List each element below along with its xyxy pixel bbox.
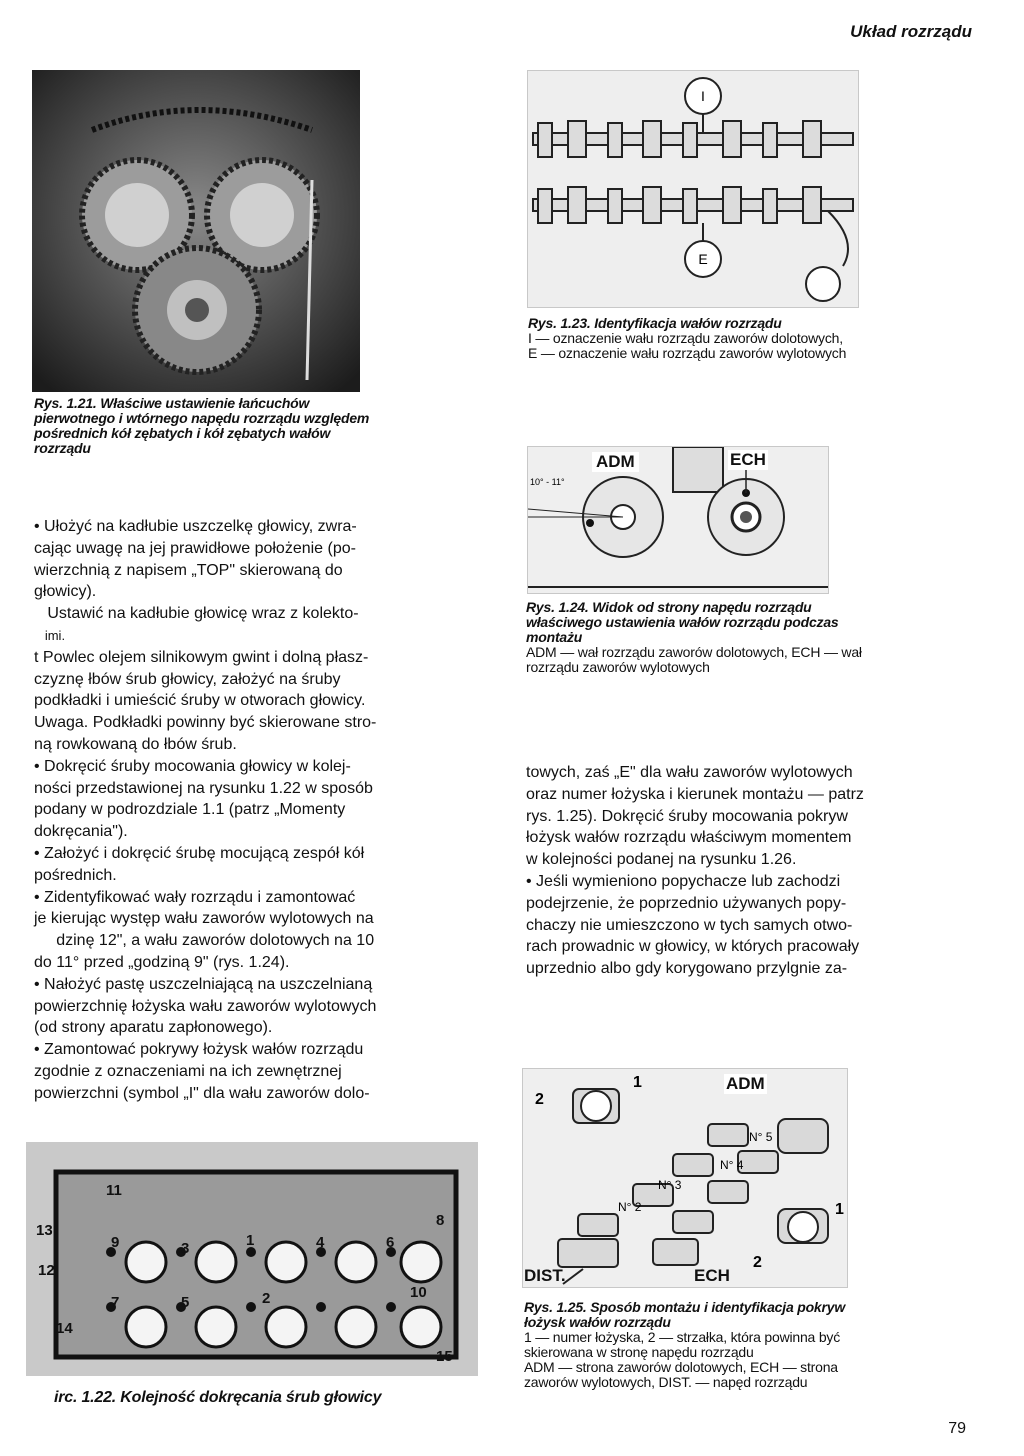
caption-line: pośrednich kół zębatych i kół zębatych wałów: [34, 425, 331, 441]
text-line: • Ułożyć na kadłubie uszczelkę głowicy, zwra-: [34, 518, 357, 535]
text-line: rys. 1.25). Dokręcić śruby mocowania pokryw: [526, 807, 848, 825]
bolt-number: 7: [111, 1294, 120, 1311]
figure-1-24-drawing: [527, 446, 829, 594]
text-line: oraz numer łożyska i kierunek montażu — patrz: [526, 785, 864, 803]
caption-line: skierowana w stronę napędu rozrządu: [524, 1344, 754, 1360]
text-line: t Powlec olejem silnikowym gwint i dolną płasz-: [34, 648, 369, 666]
bolt-number: 8: [436, 1212, 445, 1229]
figure-1-24-caption: [526, 600, 966, 675]
text-line: pośrednich.: [34, 866, 117, 884]
bolt-number: 14: [56, 1320, 73, 1337]
text-line: czyznę łbów śrub głowicy, założyć na śruby: [34, 670, 341, 688]
figure-label: E: [698, 251, 708, 267]
text-line: powierzchnię łożyska wału zaworów wylotowych: [34, 997, 377, 1015]
caption-line: ADM — strona zaworów dolotowych, ECH — strona: [524, 1359, 838, 1375]
bolt-number: 3: [181, 1240, 190, 1257]
text-line: ności przedstawionej na rysunku 1.22 w sposób: [34, 779, 373, 797]
caption-title-line: właściwego ustawienia wałów rozrządu podczas: [526, 614, 839, 630]
bolt-number: 13: [36, 1222, 53, 1239]
bolt-number: 4: [316, 1234, 325, 1251]
caption-line: rozrządu: [34, 440, 91, 456]
text-line: do 11° przed „godziną 9" (rys. 1.24).: [34, 953, 290, 971]
text-line: powierzchni (symbol „I" dla wału zaworów dolo-: [34, 1084, 370, 1102]
text-line: • Zidentyfikować wały rozrządu i zamontować: [34, 888, 356, 906]
figure-1-21-caption: [34, 396, 464, 456]
bolt-number: 15: [436, 1348, 453, 1365]
figure-1-23-caption: [528, 316, 968, 361]
bolt-number: 11: [106, 1182, 122, 1199]
caption-line: zaworów wylotowych, DIST. — napęd rozrządu: [524, 1374, 808, 1390]
text-line: chaczy nie umieszczono w tych samych otwo-: [526, 916, 853, 934]
bolt-number: 2: [262, 1290, 271, 1307]
text-line: dzinę 12", a wału zaworów dolotowych na 10: [34, 932, 375, 950]
text-line: podejrzenie, że poprzednio używanych popy-: [526, 894, 847, 912]
text-line: rach prowadnic w głowicy, w których pracowały: [526, 938, 860, 956]
figure-1-23-drawing: [527, 70, 859, 308]
label-2: 2: [535, 1091, 544, 1108]
caption-line: pierwotnego i wtórnego napędu rozrządu względem: [34, 410, 370, 426]
caption-line: 1 — numer łożyska, 2 — strzałka, która powinna być: [524, 1329, 841, 1345]
text-line: cając uwagę na jej prawidłowe położenie (po-: [34, 539, 356, 557]
bolt-number: 10: [410, 1284, 427, 1301]
text-line: głowicy).: [34, 583, 97, 601]
text-line: • Zamontować pokrywy łożysk wałów rozrządu: [34, 1041, 364, 1059]
text-line: dokręcania").: [34, 823, 128, 841]
text-line: je kierując występ wału zaworów wylotowych na: [34, 910, 374, 928]
bolt-number: 5: [181, 1294, 190, 1311]
bolt-number: 6: [386, 1234, 395, 1251]
text-line: (od strony aparatu zapłonowego).: [34, 1019, 273, 1037]
text-line: uprzednio albo gdy korygowano przylgnie za-: [526, 960, 848, 978]
ech-label-fig-1-25: ECH: [694, 1266, 730, 1285]
dist-label: DIST.: [524, 1266, 566, 1285]
text-line: • Nałożyć pastę uszczelniającą na uszczelnianą: [34, 975, 373, 993]
adm-label: ADM: [592, 452, 639, 472]
figure-1-25-caption: [524, 1300, 964, 1390]
caption-title-line: Rys. 1.24. Widok od strony napędu rozrządu: [526, 599, 812, 615]
text-line: podkładki i umieścić śruby w otworach głowicy.: [34, 692, 366, 710]
label-no2: N° 2: [618, 1200, 642, 1214]
caption-line: E — oznaczenie wału rozrządu zaworów wylotowych: [528, 345, 847, 361]
figure-1-22-drawing: [26, 1142, 478, 1376]
angle-label: 10° - 11°: [530, 477, 565, 487]
figure-label: I: [701, 88, 705, 104]
bolt-number: 12: [38, 1262, 55, 1279]
adm-label-fig-1-25: ADM: [726, 1074, 765, 1093]
caption-title: irc. 1.22. Kolejność dokręcania śrub głowicy: [54, 1389, 382, 1406]
section-title: Układ rozrządu: [850, 22, 972, 41]
page-number: 79: [948, 1420, 966, 1437]
bolt-sequence-numbers: [26, 1142, 478, 1376]
text-line: łożysk wałów rozrządu właściwym momentem: [526, 829, 852, 847]
caption-line: ADM — wał rozrządu zaworów dolotowych, ECH — wał: [526, 644, 862, 660]
label-no4: N° 4: [720, 1158, 744, 1172]
caption-title-line: montażu: [526, 629, 583, 645]
text-line: • Jeśli wymieniono popychacze lub zachodzi: [526, 872, 841, 890]
text-line: zgodnie z oznaczeniami na ich zewnętrznej: [34, 1062, 342, 1080]
caption-line: rozrządu zaworów wylotowych: [526, 659, 710, 675]
figure-1-21-photo: [32, 70, 360, 392]
left-column-text: [34, 516, 478, 1105]
label-no5: N° 5: [749, 1130, 773, 1144]
label-2-right: 2: [753, 1254, 762, 1271]
figure-1-25-drawing: [522, 1068, 848, 1288]
label-1-right: 1: [835, 1201, 844, 1218]
label-1: 1: [633, 1074, 642, 1091]
caption-line: I — oznaczenie wału rozrządu zaworów dolotowych,: [528, 330, 843, 346]
caption-line: Rys. 1.21. Właściwe ustawienie łańcuchów: [34, 395, 310, 411]
bolt-number: 1: [246, 1232, 255, 1249]
text-line: ną rowkowaną do łbów śrub.: [34, 735, 237, 753]
text-line: towych, zaś „E" dla wału zaworów wylotowych: [526, 764, 853, 781]
text-line: Uwaga. Podkładki powinny być skierowane stro-: [34, 714, 377, 732]
bolt-number: 9: [111, 1234, 120, 1251]
text-line: • Założyć i dokręcić śrubę mocującą zespół kół: [34, 844, 365, 862]
text-line: • Dokręcić śruby mocowania głowicy w kolej-: [34, 757, 351, 775]
figure-1-22-caption: [54, 1390, 474, 1405]
text-line: Ustawić na kadłubie głowicę wraz z kolekto-: [34, 605, 359, 623]
text-line: wierzchnią z napisem „TOP" skierowaną do: [34, 561, 343, 579]
right-column-text: [526, 762, 972, 980]
caption-title-line: Rys. 1.25. Sposób montażu i identyfikacja pokryw: [524, 1299, 846, 1315]
text-line: w kolejności podanej na rysunku 1.26.: [526, 851, 797, 869]
caption-title: Rys. 1.23. Identyfikacja wałów rozrządu: [528, 315, 782, 331]
caption-title-line: łożysk wałów rozrządu: [524, 1314, 671, 1330]
text-line: imi.: [34, 627, 66, 643]
ech-label: ECH: [730, 450, 766, 469]
text-line: podany w podrozdziale 1.1 (patrz „Momenty: [34, 801, 346, 819]
label-no3: N° 3: [658, 1178, 682, 1192]
